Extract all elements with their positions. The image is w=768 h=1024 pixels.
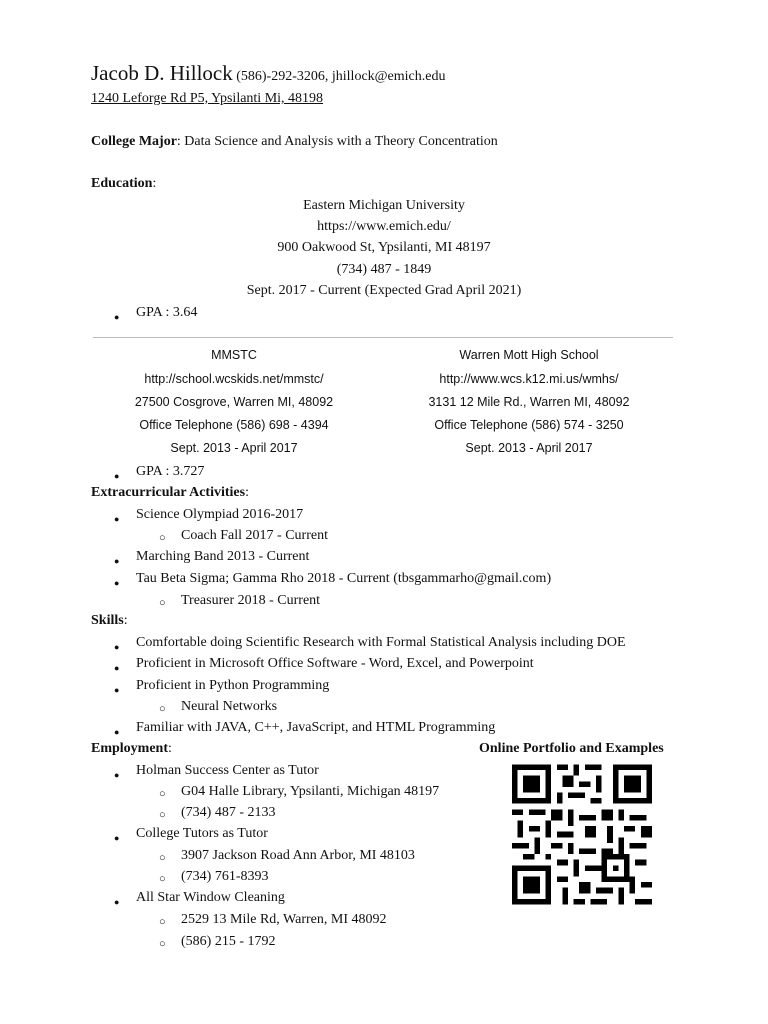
school-1-dates: Sept. 2013 - April 2017 [170,441,298,455]
school-2-name: Warren Mott High School [459,348,599,362]
list-subitem: ○ Treasurer 2018 - Current [181,592,320,610]
list-subitem: ○ (734) 487 - 2133 [181,804,276,822]
contact-info: (586)-292-3206, jhillock@emich.edu [232,69,446,84]
skills-heading [91,612,128,630]
list-item: ● Familiar with JAVA, C++, JavaScript, and HTML Programming [136,719,495,737]
list-item: ● Proficient in Microsoft Office Software - Word, Excel, and Powerpoint [136,655,534,673]
education-label: Education [91,176,153,191]
school-2-dates: Sept. 2013 - April 2017 [465,441,593,455]
list-subitem: ○ Coach Fall 2017 - Current [181,527,328,545]
applicant-name: Jacob D. Hillock [91,61,233,85]
college-url: https://www.emich.edu/ [317,219,451,234]
portfolio-title: Online Portfolio and Examples [479,741,664,756]
school-2-phone: Office Telephone (586) 574 - 3250 [434,418,624,432]
school-1-name: MMSTC [211,348,257,362]
header-line [91,60,445,90]
home-address: 1240 Leforge Rd P5, Ypsilanti Mi, 48198 [91,91,324,106]
list-item: ● Tau Beta Sigma; Gamma Rho 2018 - Current (tbsgammarho@gmail.com) [136,570,551,588]
list-subitem: ○ Neural Networks [181,698,277,716]
employment-heading [91,740,172,758]
college-phone: (734) 487 - 1849 [336,262,432,277]
list-subitem: ○ G04 Halle Library, Ypsilanti, Michigan 48197 [181,783,439,801]
extracurricular-colon: : [245,485,249,500]
list-item: ● Marching Band 2013 - Current [136,548,309,566]
list-subitem: ○ (586) 215 - 1792 [181,933,276,951]
list-subitem: ○ 3907 Jackson Road Ann Arbor, MI 48103 [181,847,415,865]
education-colon: : [152,176,157,191]
school-1-phone: Office Telephone (586) 698 - 4394 [139,418,329,432]
section-divider [93,337,673,338]
list-item: ● Holman Success Center as Tutor [136,762,319,780]
list-item: ● Comfortable doing Scientific Research with Formal Statistical Analysis including DOE [136,634,626,652]
list-subitem: ○ (734) 761-8393 [181,868,269,886]
college-gpa: ● GPA : 3.64 [136,304,197,322]
extracurricular-label: Extracurricular Activities [91,485,246,500]
school-2-url: http://www.wcs.k12.mi.us/wmhs/ [439,372,619,386]
college-major [91,133,498,151]
college-address: 900 Oakwood St, Ypsilanti, MI 48197 [277,240,491,255]
list-item: ● Proficient in Python Programming [136,677,329,695]
school-2-address: 3131 12 Mile Rd., Warren MI, 48092 [428,395,630,409]
list-subitem: ○ 2529 13 Mile Rd, Warren, MI 48092 [181,911,386,929]
employment-label: Employment [91,741,168,756]
high-school-gpa: ● GPA : 3.727 [136,463,204,481]
school-1-url: http://school.wcskids.net/mmstc/ [144,372,324,386]
qr-code-icon[interactable] [512,763,652,906]
major-label: College Major [91,134,177,149]
skills-label: Skills [91,613,124,628]
school-1-address: 27500 Cosgrove, Warren MI, 48092 [134,395,334,409]
major-value: : Data Science and Analysis with a Theory Concentration [176,134,498,149]
college-dates: Sept. 2017 - Current (Expected Grad April 2021) [246,283,522,298]
extracurricular-heading [91,484,249,502]
skills-colon: : [123,613,128,628]
college-name: Eastern Michigan University [303,198,465,213]
education-heading [91,175,156,193]
employment-colon: : [168,741,172,756]
list-item: ● Science Olympiad 2016-2017 [136,506,303,524]
list-item: ● All Star Window Cleaning [136,889,285,907]
list-item: ● College Tutors as Tutor [136,825,268,843]
